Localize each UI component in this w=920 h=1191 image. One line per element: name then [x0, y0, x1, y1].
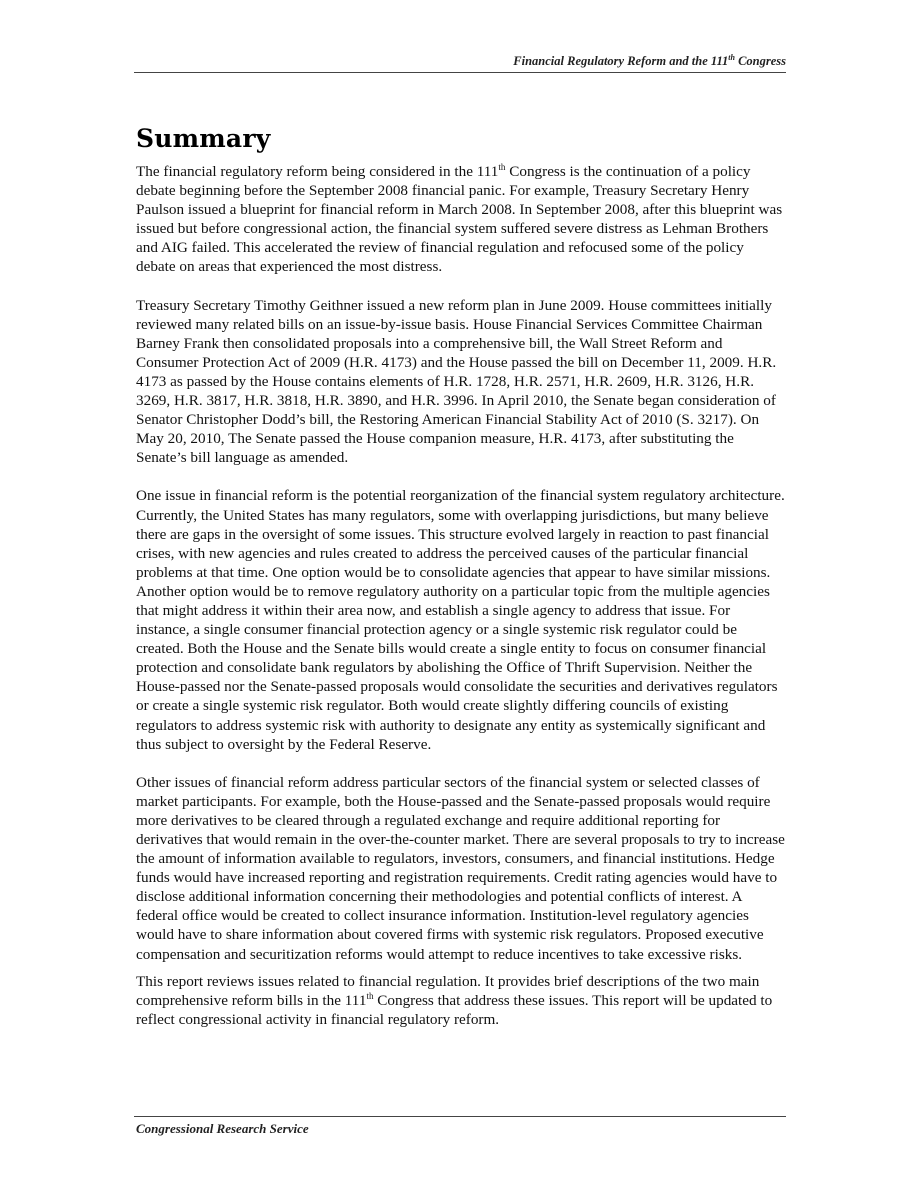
running-header [134, 54, 786, 72]
header-rule [134, 72, 786, 73]
header-title-suffix: Congress [734, 54, 786, 68]
header-title-prefix: Financial Regulatory Reform and the 111 [513, 54, 729, 68]
summary-paragraph-1 [136, 162, 786, 277]
summary-paragraph-4: Other issues of financial reform address particular sectors of the financial system or selected classes of market participants. For example, both the House-passed and the Senate-passed proposals would require more derivatives to be cleared through a regulated exchange and require additional reporting for derivatives that would remain in the over-the-counter market. There are several proposals to try to increase the amount of information available to regulators, investors, consumers, and financial institutions. Hedge funds would have increased reporting and registration requirements. Credit rating agencies would have to disclose additional information concerning their methodologies and potential conflicts of interest. A federal office would be created to collect insurance information. Institution-level regulatory agencies would have to share information about covered firms with systemic risk regulators. Proposed executive compensation and securitization reforms would attempt to reduce incentives to take excessive risks. [136, 773, 785, 963]
footer-rule [134, 1116, 786, 1117]
paragraph-5-superscript: th [366, 990, 374, 1001]
paragraph-1-superscript: th [498, 161, 506, 172]
summary-section [136, 124, 786, 1029]
summary-paragraph-3: One issue in financial reform is the potential reorganization of the financial system regulatory architecture. Currently, the United States has many regulators, some with overlapping jurisdictions, but many believe there are gaps in the oversight of some issues. This structure evolved largely in reaction to past financial crises, with new agencies and rules created to address the perceived causes of the particular financial problems at that time. One option would be to consolidate agencies that appear to have similar missions. Another option would be to remove regulatory authority on a particular topic from the multiple agencies that might address it within their area now, and establish a single agency to address that issue. For instance, a single consumer financial protection agency or a single systemic risk regulator could be created. Both the House and the Senate bills would create a single entity to focus on consumer financial protection and consolidate bank regulators by abolishing the Office of Thrift Supervision. Neither the House-passed nor the Senate-passed proposals would consolidate the securities and derivatives regulators or create a single systemic risk regulator. Both would create slightly differing councils of existing regulators to address systemic risk with authority to designate any entity as systemically significant and thus subject to oversight by the Federal Reserve. [136, 487, 785, 753]
paragraph-5-text-start: This report reviews issues related to financial regulation. It provides brief descriptions of the two main comprehensive reform bills in the 111 [136, 972, 760, 1009]
summary-paragraph-5 [136, 972, 786, 1029]
running-footer: Congressional Research Service [136, 1121, 309, 1136]
summary-heading: Summary [136, 124, 271, 153]
summary-paragraph-2: Treasury Secretary Timothy Geithner issued a new reform plan in June 2009. House committees initially reviewed many related bills on an issue-by-issue basis. House Financial Services Committee Chairman Barney Frank then consolidated proposals into a comprehensive bill, the Wall Street Reform and Consumer Protection Act of 2009 (H.R. 4173) and the House passed the bill on December 11, 2009. H.R. 4173 as passed by the House contains elements of H.R. 1728, H.R. 2571, H.R. 2609, H.R. 3126, H.R. 3269, H.R. 3817, H.R. 3818, H.R. 3890, and H.R. 3996. In April 2010, the Senate began consideration of Senator Christopher Dodd’s bill, the Restoring American Financial Stability Act of 2010 (S. 3217). On May 20, 2010, The Senate passed the House companion measure, H.R. 4173, after substituting the Senate’s bill language as amended. [136, 296, 777, 467]
paragraph-1-text-start: The financial regulatory reform being considered in the 111 [136, 163, 499, 180]
header-title-superscript: th [728, 52, 735, 62]
paragraph-1-text-end: Congress is the continuation of a policy debate beginning before the September 2008 financial panic. For example, Treasury Secretary Henry Paulson issued a blueprint for financial reform in March 2008. In September 2008, after this blueprint was issued but before congressional action, the financial system suffered severe distress as Lehman Brothers and AIG failed. This accelerated the review of financial regulation and refocused some of the policy debate on areas that experienced the most distress. [136, 163, 783, 276]
paragraph-5-text-end: Congress that address these issues. This report will be updated to reflect congressional activity in financial regulatory reform. [136, 991, 773, 1028]
